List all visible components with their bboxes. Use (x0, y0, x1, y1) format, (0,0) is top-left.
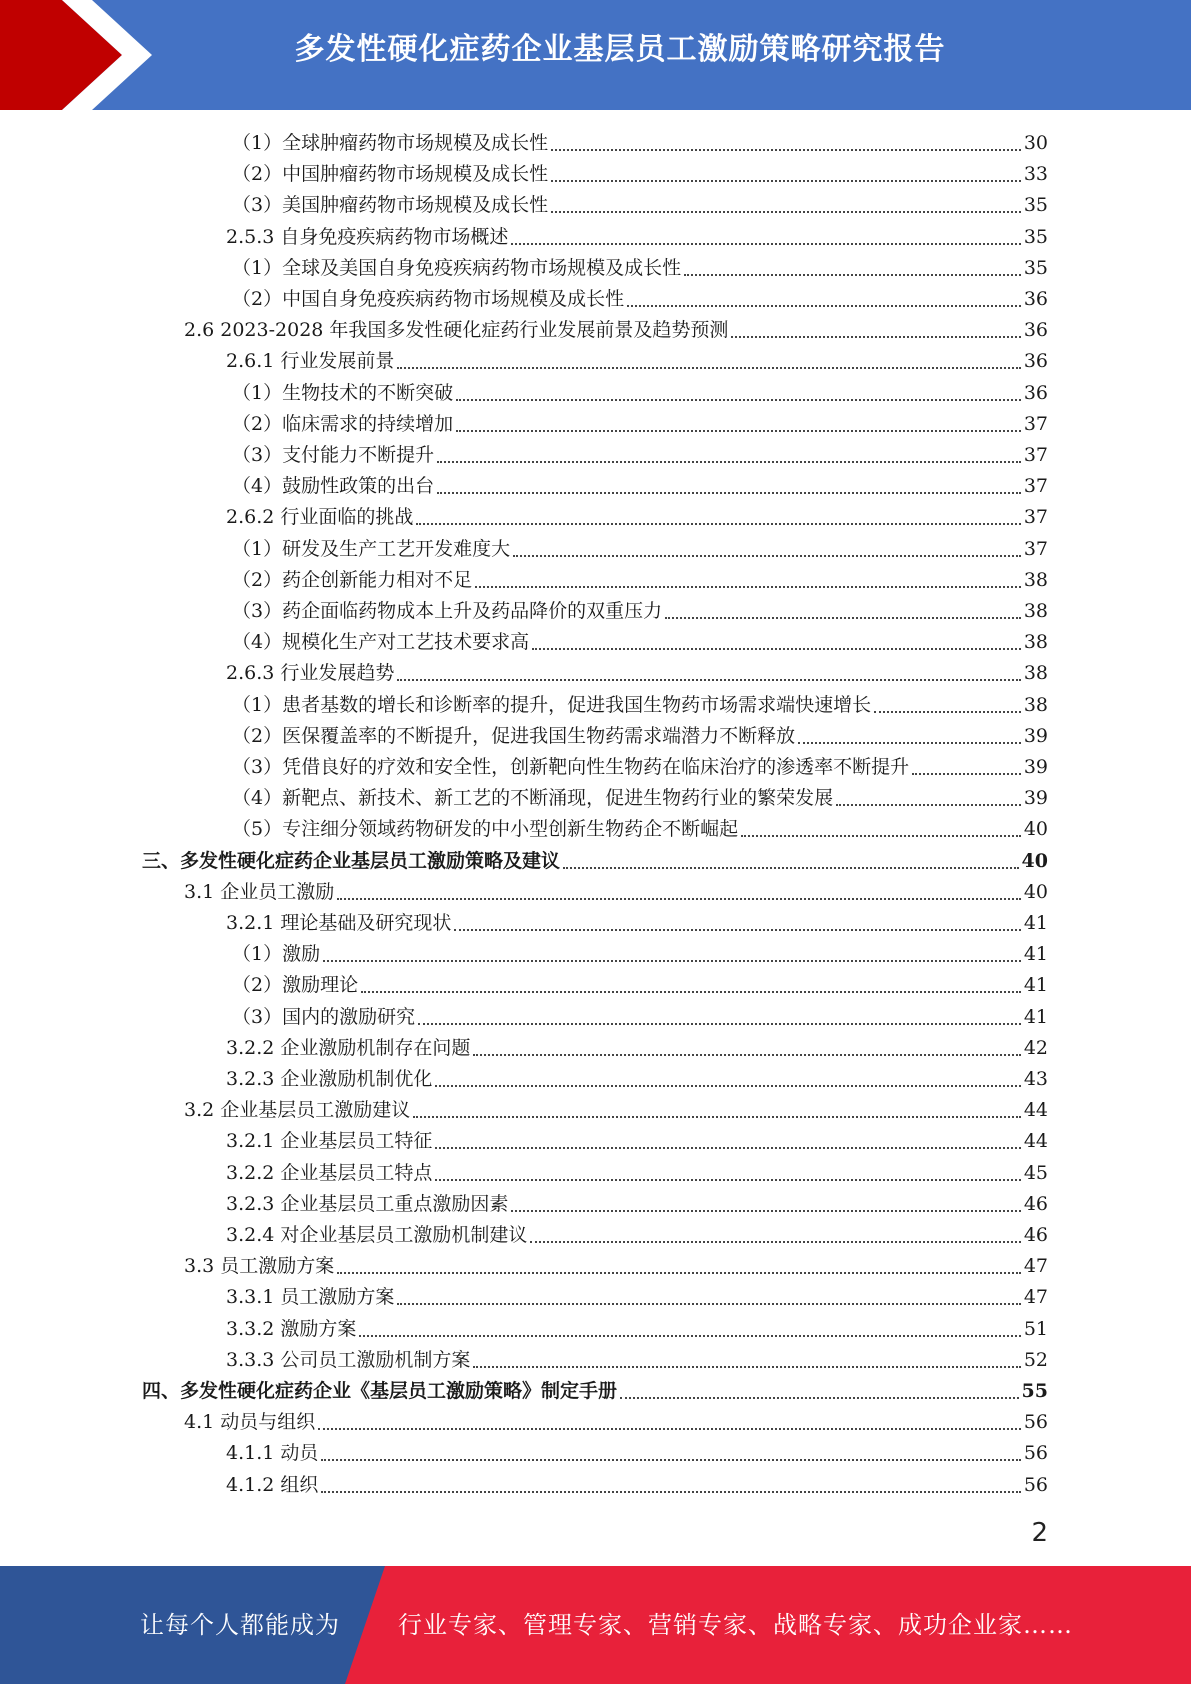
toc-entry[interactable] (232, 970, 1048, 1001)
toc-dot-leader (454, 928, 1020, 931)
toc-entry-title: （3）药企面临药物成本上升及药品降价的双重压力 (232, 600, 663, 622)
toc-entry-title: 3.3.1 员工激励方案 (226, 1286, 395, 1309)
toc-entry-page: 41 (1023, 943, 1048, 966)
toc-dot-leader (456, 398, 1021, 401)
toc-dot-leader (798, 741, 1021, 744)
toc-dot-leader (475, 585, 1021, 588)
toc-entry-page: 38 (1023, 693, 1048, 716)
toc-entry-title: （5）专注细分领域药物研发的中小型创新生物药企不断崛起 (232, 818, 739, 841)
toc-entry-page: 35 (1023, 194, 1048, 217)
toc-entry[interactable] (232, 534, 1048, 565)
toc-entry-title: （1）生物技术的不断突破 (232, 381, 454, 404)
toc-entry[interactable] (232, 783, 1048, 814)
toc-dot-leader (473, 1365, 1020, 1368)
page-number: 2 (1031, 1518, 1048, 1548)
toc-entry-title: 3.3.2 激励方案 (226, 1317, 357, 1340)
toc-entry[interactable] (226, 1438, 1048, 1469)
toc-dot-leader (318, 1427, 1021, 1430)
toc-entry-title: 3.2.1 企业基层员工特征 (226, 1130, 433, 1153)
toc-entry[interactable] (232, 690, 1048, 721)
toc-dot-leader (731, 335, 1020, 338)
toc-dot-leader (397, 678, 1020, 681)
toc-dot-leader (337, 897, 1021, 900)
toc-dot-leader (532, 647, 1021, 650)
toc-entry-page: 52 (1023, 1348, 1048, 1371)
toc-entry[interactable] (232, 596, 1048, 627)
toc-entry[interactable] (226, 658, 1048, 689)
toc-entry[interactable] (226, 1314, 1048, 1345)
toc-entry-title: （4）鼓励性政策的出台 (232, 475, 435, 498)
toc-entry-title: 四、多发性硬化症药企业《基层员工激励策略》制定手册 (142, 1380, 618, 1402)
toc-entry-page: 36 (1023, 319, 1048, 342)
toc-dot-leader (627, 304, 1021, 307)
toc-entry-title: （3）凭借良好的疗效和安全性，创新靶向性生物药在临床治疗的渗透率不断提升 (232, 756, 910, 778)
toc-dot-leader (323, 959, 1021, 962)
toc-entry-page: 39 (1023, 787, 1048, 810)
toc-dot-leader (684, 273, 1021, 276)
toc-entry-title: （1）研发及生产工艺开发难度大 (232, 537, 511, 560)
toc-dot-leader (397, 1302, 1020, 1305)
toc-dot-leader (435, 1146, 1020, 1149)
toc-dot-leader (418, 1022, 1021, 1025)
toc-entry-page: 46 (1023, 1192, 1048, 1215)
toc-entry-page: 39 (1023, 724, 1048, 747)
toc-entry[interactable] (226, 1189, 1048, 1220)
toc-entry-page: 37 (1023, 506, 1048, 529)
toc-entry-title: （1）患者基数的增长和诊断率的提升，促进我国生物药市场需求端快速增长 (232, 693, 872, 716)
toc-entry-page: 43 (1023, 1068, 1048, 1090)
toc-entry[interactable] (232, 440, 1048, 471)
toc-entry[interactable] (226, 908, 1048, 939)
toc-entry[interactable] (232, 565, 1048, 596)
toc-dot-leader (530, 1240, 1020, 1243)
toc-entry[interactable] (232, 939, 1048, 970)
toc-entry-title: 3.2 企业基层员工激励建议 (184, 1099, 411, 1122)
toc-entry[interactable] (226, 1126, 1048, 1157)
toc-dot-leader (665, 616, 1021, 619)
toc-entry[interactable] (184, 315, 1048, 346)
toc-dot-leader (437, 491, 1021, 494)
toc-entry[interactable] (232, 814, 1048, 845)
toc-dot-leader (437, 460, 1021, 463)
toc-entry-title: （2）临床需求的持续增加 (232, 412, 454, 435)
toc-entry-page: 55 (1021, 1380, 1048, 1402)
toc-entry[interactable] (232, 190, 1048, 221)
footer-slogan-left: 让每个人都能成为 (140, 1611, 340, 1639)
toc-entry-page: 33 (1023, 163, 1048, 186)
toc-dot-leader (511, 1209, 1020, 1212)
toc-entry-title: 3.3 员工激励方案 (184, 1255, 335, 1278)
toc-dot-leader (321, 1490, 1020, 1493)
toc-entry-page: 45 (1023, 1161, 1048, 1184)
toc-entry[interactable] (232, 471, 1048, 502)
toc-entry[interactable] (232, 378, 1048, 409)
toc-entry[interactable] (232, 752, 1048, 783)
toc-dot-leader (456, 429, 1021, 432)
toc-entry[interactable] (232, 627, 1048, 658)
toc-entry-page: 42 (1023, 1036, 1048, 1059)
toc-entry[interactable] (232, 128, 1048, 159)
toc-entry-title: （3）国内的激励研究 (232, 1005, 416, 1028)
toc-entry-page: 39 (1023, 756, 1048, 778)
toc-entry-page: 41 (1023, 912, 1048, 934)
toc-entry[interactable] (184, 1095, 1048, 1126)
toc-entry-title: （1）全球及美国自身免疫疾病药物市场规模及成长性 (232, 256, 682, 279)
toc-dot-leader (874, 710, 1021, 713)
toc-dot-leader (359, 1334, 1020, 1337)
toc-entry-title: （3）支付能力不断提升 (232, 444, 435, 466)
toc-entry-page: 40 (1021, 849, 1048, 872)
toc-dot-leader (620, 1396, 1019, 1399)
toc-entry[interactable] (184, 1407, 1048, 1438)
toc-chapter-entry[interactable] (142, 846, 1048, 877)
toc-entry-title: （3）美国肿瘤药物市场规模及成长性 (232, 194, 549, 217)
toc-entry-page: 46 (1023, 1224, 1048, 1246)
toc-entry-page: 56 (1023, 1411, 1048, 1434)
page-footer (0, 1566, 1191, 1684)
toc-entry-page: 36 (1023, 350, 1048, 373)
toc-dot-leader (321, 1458, 1020, 1461)
toc-entry-title: 3.2.4 对企业基层员工激励机制建议 (226, 1224, 528, 1246)
toc-entry-page: 35 (1023, 225, 1048, 248)
toc-entry-title: （1）激励 (232, 943, 321, 966)
toc-dot-leader (551, 210, 1021, 213)
report-title: 多发性硬化症药企业基层员工激励策略研究报告 (294, 32, 946, 67)
toc-dot-leader (337, 1271, 1021, 1274)
toc-entry-title: （2）中国自身免疫疾病药物市场规模及成长性 (232, 288, 625, 310)
toc-dot-leader (836, 803, 1021, 806)
toc-entry-page: 47 (1023, 1286, 1048, 1309)
toc-dot-leader (513, 554, 1021, 557)
toc-entry[interactable] (226, 1033, 1048, 1064)
toc-chapter-entry[interactable] (142, 1376, 1048, 1407)
toc-dot-leader (435, 1178, 1020, 1181)
toc-entry-title: （2）药企创新能力相对不足 (232, 568, 473, 591)
toc-entry-title: （2）激励理论 (232, 974, 359, 997)
toc-entry-title: 3.3.3 公司员工激励机制方案 (226, 1348, 471, 1371)
toc-entry[interactable] (226, 1158, 1048, 1189)
toc-entry-page: 36 (1023, 381, 1048, 404)
toc-entry-page: 47 (1023, 1255, 1048, 1278)
toc-entry-page: 44 (1023, 1130, 1048, 1153)
toc-entry[interactable] (226, 502, 1048, 533)
toc-entry-title: 2.6 2023-2028 年我国多发性硬化症药行业发展前景及趋势预测 (184, 319, 729, 342)
toc-entry-title: 2.6.3 行业发展趋势 (226, 662, 395, 685)
toc-entry[interactable] (232, 159, 1048, 190)
toc-entry[interactable] (226, 1470, 1048, 1501)
toc-entry-page: 38 (1023, 662, 1048, 685)
toc-entry-page: 40 (1023, 880, 1048, 903)
toc-dot-leader (912, 772, 1021, 775)
toc-entry-page: 56 (1023, 1442, 1048, 1465)
toc-entry-title: 三、多发性硬化症药企业基层员工激励策略及建议 (142, 849, 561, 872)
toc-entry-title: 2.6.1 行业发展前景 (226, 350, 395, 373)
toc-entry[interactable] (232, 284, 1048, 315)
toc-entry-title: 4.1 动员与组织 (184, 1411, 316, 1434)
toc-entry[interactable] (232, 1002, 1048, 1033)
toc-entry-title: 2.5.3 自身免疫疾病药物市场概述 (226, 225, 509, 248)
toc-entry-title: （4）新靶点、新技术、新工艺的不断涌现，促进生物药行业的繁荣发展 (232, 787, 834, 810)
toc-dot-leader (473, 1053, 1020, 1056)
toc-entry-page: 40 (1023, 818, 1048, 841)
toc-dot-leader (551, 179, 1021, 182)
toc-entry-page: 30 (1023, 132, 1048, 154)
page-header (0, 0, 1191, 110)
toc-entry-page: 51 (1023, 1317, 1048, 1340)
toc-entry-page: 37 (1023, 444, 1048, 466)
toc-entry[interactable] (184, 877, 1048, 908)
toc-entry[interactable] (232, 253, 1048, 284)
toc-entry-title: 3.2.2 企业基层员工特点 (226, 1161, 433, 1184)
toc-entry-page: 37 (1023, 412, 1048, 435)
toc-entry[interactable] (226, 1064, 1048, 1095)
toc-entry-page: 38 (1023, 631, 1048, 654)
toc-dot-leader (397, 366, 1020, 369)
toc-entry-page: 36 (1023, 288, 1048, 310)
toc-entry-page: 38 (1023, 600, 1048, 622)
toc-dot-leader (361, 990, 1021, 993)
toc-dot-leader (741, 834, 1021, 837)
toc-dot-leader (413, 1115, 1021, 1118)
toc-entry-title: 3.1 企业员工激励 (184, 880, 335, 903)
toc-entry-title: 3.2.1 理论基础及研究现状 (226, 912, 452, 934)
toc-entry[interactable] (184, 1251, 1048, 1282)
toc-entry-title: 3.2.3 企业基层员工重点激励因素 (226, 1192, 509, 1215)
toc-entry-title: （2）中国肿瘤药物市场规模及成长性 (232, 163, 549, 186)
toc-dot-leader (563, 866, 1019, 869)
toc-entry[interactable] (232, 721, 1048, 752)
toc-entry-page: 41 (1023, 974, 1048, 997)
toc-entry-title: 4.1.2 组织 (226, 1473, 319, 1496)
toc-entry[interactable] (226, 222, 1048, 253)
toc-entry-page: 44 (1023, 1099, 1048, 1122)
toc-entry-page: 37 (1023, 475, 1048, 498)
toc-entry-title: （2）医保覆盖率的不断提升，促进我国生物药需求端潜力不断释放 (232, 724, 796, 747)
toc-entry-page: 41 (1023, 1005, 1048, 1028)
toc-entry-title: （1）全球肿瘤药物市场规模及成长性 (232, 132, 549, 154)
toc-entry[interactable] (226, 1220, 1048, 1251)
toc-dot-leader (435, 1084, 1020, 1087)
toc-entry-page: 38 (1023, 568, 1048, 591)
toc-entry-page: 37 (1023, 537, 1048, 560)
toc-entry[interactable] (226, 1282, 1048, 1313)
toc-entry-title: 4.1.1 动员 (226, 1442, 319, 1465)
toc-entry-page: 56 (1023, 1473, 1048, 1496)
toc-entry-page: 35 (1023, 256, 1048, 279)
toc-entry-title: 3.2.3 企业激励机制优化 (226, 1068, 433, 1090)
toc-entry-title: （4）规模化生产对工艺技术要求高 (232, 631, 530, 654)
toc-dot-leader (416, 522, 1020, 525)
toc-dot-leader (551, 148, 1021, 151)
toc-entry-title: 3.2.2 企业激励机制存在问题 (226, 1036, 471, 1059)
toc-dot-leader (511, 242, 1020, 245)
toc-entry[interactable] (226, 346, 1048, 377)
toc-entry-title: 2.6.2 行业面临的挑战 (226, 506, 414, 529)
toc-entry[interactable] (226, 1345, 1048, 1376)
toc-entry[interactable] (232, 409, 1048, 440)
footer-slogan-right: 行业专家、管理专家、营销专家、战略专家、成功企业家…… (398, 1611, 1073, 1639)
